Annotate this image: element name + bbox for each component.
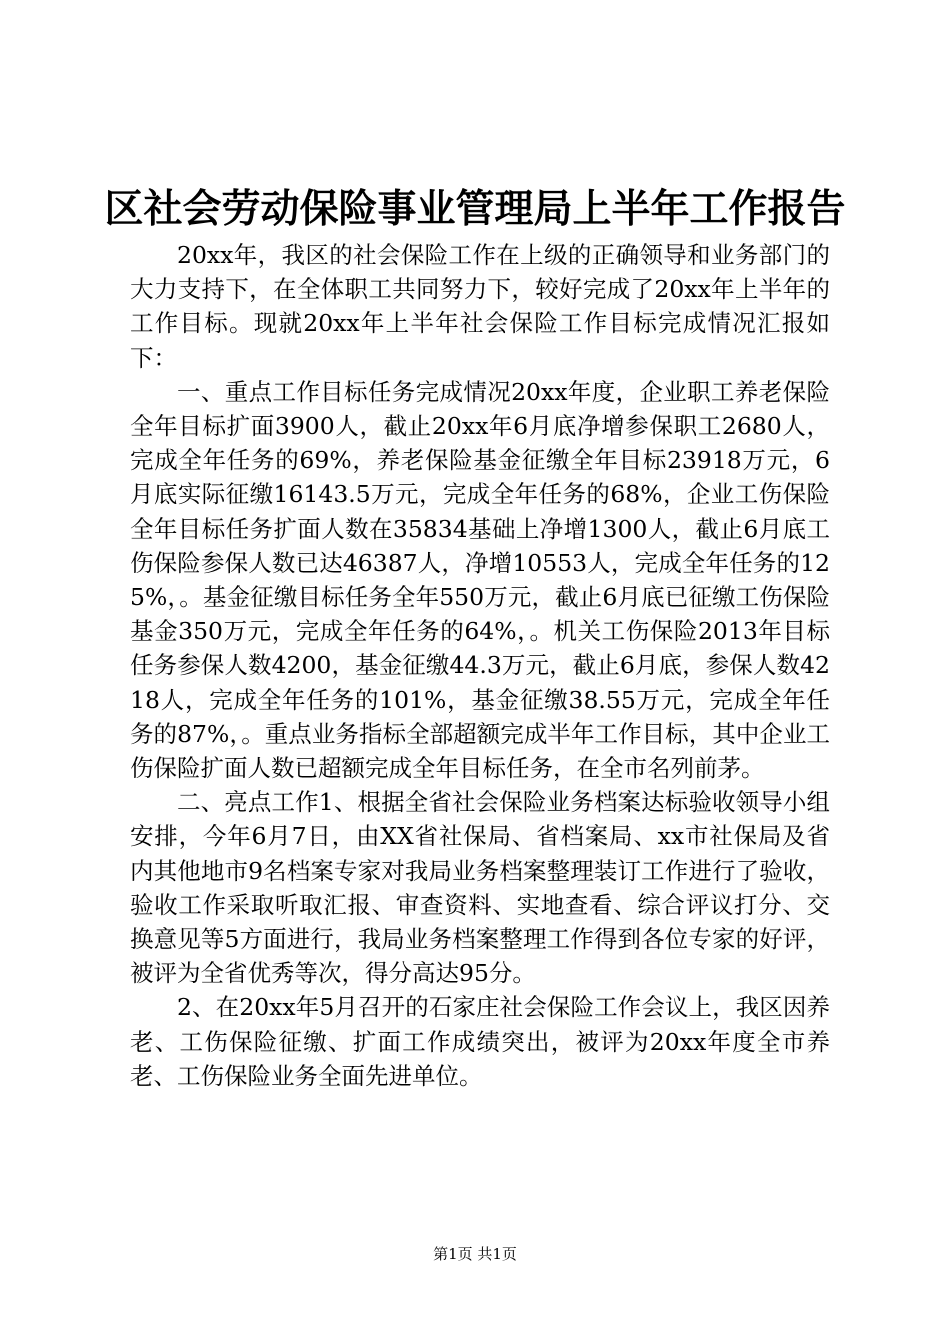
paragraph-intro: 20xx年，我区的社会保险工作在上级的正确领导和业务部门的大力支持下，在全体职工共同努力下，较好完成了20xx年上半年的工作目标。现就20xx年上半年社会保险工作目标完成情况汇报如下： — [130, 241, 830, 372]
document-body — [130, 238, 830, 1093]
page-footer: 第1页 共1页 — [433, 1245, 517, 1263]
paragraph-award: 2、在20xx年5月召开的石家庄社会保险工作会议上，我区因养老、工伤保险征缴、扩面工作成绩突出，被评为20xx年度全市养老、工伤保险业务全面先进单位。 — [130, 993, 830, 1090]
document-title: 区社会劳动保险事业管理局上半年工作报告 — [104, 187, 846, 232]
paragraph-highlights: 二、亮点工作1、根据全省社会保险业务档案达标验收领导小组安排，今年6月7日，由XX省社保局、省档案局、xx市社保局及省内其他地市9名档案专家对我局业务档案整理装订工作进行了验收，验收工作采取听取汇报、审查资料、实地查看、综合评议打分、交换意见等5方面进行，我局业务档案整理工作得到各位专家的好评，被评为全省优秀等次，得分高达95分。 — [130, 788, 830, 988]
paragraph-key-targets: 一、重点工作目标任务完成情况20xx年度，企业职工养老保险全年目标扩面3900人，截止20xx年6月底净增参保职工2680人，完成全年任务的69%，养老保险基金征缴全年目标23918万元，6月底实际征缴16143.5万元，完成全年任务的68%，企业工伤保险全年目标任务扩面人数在35834基础上净增1300人，截止6月底工伤保险参保人数已达46387人，净增10553人，完成全年任务的125%，。基金征缴目标任务全年550万元，截止6月底已征缴工伤保险基金350万元，完成全年任务的64%，。机关工伤保险2013年目标任务参保人数4200，基金征缴44.3万元，截止6月底，参保人数4218人，完成全年任务的101%，基金征缴38.55万元，完成全年任务的87%，。重点业务指标全部超额完成半年工作目标，其中企业工伤保险扩面人数已超额完成全年目标任务，在全市名列前茅。 — [130, 377, 830, 783]
